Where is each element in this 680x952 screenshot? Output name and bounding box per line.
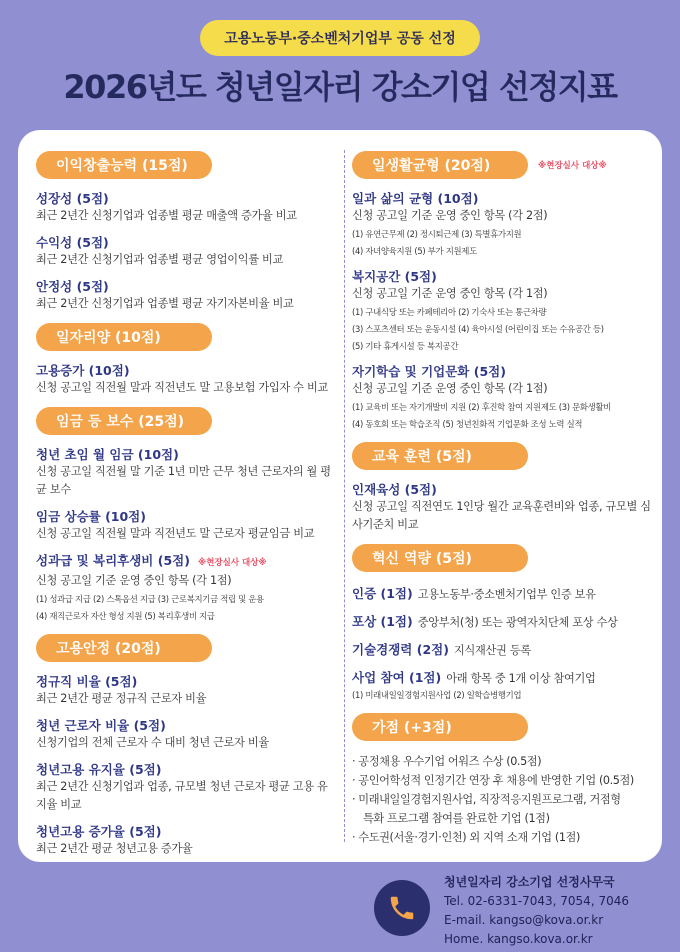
inspection-note: ※현장실사 대상※ [197,558,267,568]
item-desc: 신청 공고일 기준 운영 중인 항목 (각 1점) [352,382,548,395]
item-title-text: 성과급 및 복리후생비 (5점) [36,553,190,568]
item-desc: 최근 2년간 신청기업과 업종, 규모별 청년 근로자 평균 고용 유지율 비교 [36,780,328,811]
item-title: 청년고용 유지율 (5점) [36,762,162,777]
section-header-training [352,441,652,471]
criteria-item [352,190,652,259]
item-desc: 신청 공고일 직전연도 1인당 월간 교육훈련비와 업종, 규모별 심사기준치 비교 [352,500,651,531]
page-title: 2026년도 청년일자리 강소기업 선정지표 [63,68,617,106]
criteria-item [36,278,336,313]
item-title: 임금 상승률 (10점) [36,509,146,524]
item-desc: 최근 2년간 평균 정규직 근로자 비율 [36,692,207,705]
item-title: 수익성 (5점) [36,235,109,250]
item-desc: 지식재산권 등록 [454,644,531,657]
section-header-jobs [36,322,336,352]
item-sub: (1) 구내식당 또는 카페테리아 (2) 기숙사 또는 통근차량 [352,307,547,317]
item-desc: 최근 2년간 신청기업과 업종별 평균 자기자본비율 비교 [36,297,294,310]
right-column [352,150,652,847]
item-desc: 신청 공고일 기준 운영 중인 항목 (각 1점) [36,574,232,587]
item-title: 기술경쟁력 (2점) [352,642,449,657]
item-title: 포상 (1점) [352,614,413,629]
item-title: 일과 삶의 균형 (10점) [352,191,479,206]
section-label: 임금 등 보수 (25점) [36,407,212,435]
item-title: 복지공간 (5점) [352,269,437,284]
bonus-line: · 공정채용 우수기업 어워즈 수상 (0.5점) [352,755,542,768]
item-title: 인재육성 (5점) [352,482,437,497]
left-column [36,150,336,867]
item-sub: (4) 재직근로자 자산 형성 지원 (5) 복리후생비 지급 [36,611,215,621]
criteria-item [352,667,652,703]
bonus-line: · 미래내일일경험지원사업, 직장적응지원프로그램, 거점형 [352,793,621,806]
item-desc: 고용노동부·중소벤처기업부 인증 보유 [417,588,596,601]
item-desc: 아래 항목 중 1개 이상 참여기업 [446,672,596,685]
header-badge: 고용노동부·중소벤처기업부 공동 선정 [200,20,480,56]
section-header-profit [36,150,336,180]
item-desc: 신청 공고일 기준 운영 중인 항목 (각 2점) [352,209,548,222]
section-label: 고용안정 (20점) [36,634,212,662]
inspection-note: ※현장실사 대상※ [538,161,607,171]
section-label: 일생활균형 (20점) [352,151,528,179]
criteria-item [352,268,652,354]
item-desc: 최근 2년간 신청기업과 업종별 평균 영업이익률 비교 [36,253,284,266]
criteria-item [352,583,652,602]
contact-tel: Tel. 02-6331-7043, 7054, 7046 [444,894,629,908]
item-sub: (4) 동호회 또는 학습조직 (5) 청년친화적 기업문화 조성 노력 실적 [352,419,583,429]
section-label: 일자리양 (10점) [36,323,212,351]
item-sub: (1) 미래내일일경험지원사업 (2) 일학습병행기업 [352,690,522,700]
item-title: 고용증가 (10점) [36,363,130,378]
section-label: 교육 훈련 (5점) [352,442,528,470]
section-label: 가점 (+3점) [352,713,528,741]
criteria-item [36,673,336,708]
item-desc: 최근 2년간 신청기업과 업종별 평균 매출액 증가율 비교 [36,209,297,222]
section-label: 혁신 역량 (5점) [352,544,528,572]
content-card [18,130,662,862]
contact-email[interactable]: E-mail. kangso@kova.or.kr [444,913,604,927]
item-title: 성장성 (5점) [36,191,109,206]
criteria-item [36,234,336,269]
criteria-item [352,639,652,658]
criteria-item [36,190,336,225]
item-sub: (5) 기타 휴게시설 등 복지공간 [352,341,459,351]
contact-home[interactable]: Home. kangso.kova.or.kr [444,932,593,946]
criteria-item [352,481,652,534]
criteria-item [36,362,336,397]
criteria-item [36,761,336,814]
item-desc: 중앙부처(청) 또는 광역자치단체 포상 수상 [417,616,618,629]
item-title: 자기학습 및 기업문화 (5점) [352,364,506,379]
item-title: 안정성 (5점) [36,279,109,294]
item-desc: 신청 공고일 직전월 말과 직전년도 말 고용보험 가입자 수 비교 [36,381,328,394]
section-header-stability [36,633,336,663]
criteria-item [352,611,652,630]
bonus-line: · 공인어학성적 인정기간 연장 후 채용에 반영한 기업 (0.5점) [352,774,634,787]
bonus-line: 특화 프로그램 참여를 완료한 기업 (1점) [363,812,550,825]
item-title: 사업 참여 (1점) [352,670,442,685]
criteria-item [36,508,336,543]
criteria-item [36,552,336,624]
criteria-item [352,363,652,432]
item-title: 청년 초임 월 임금 (10점) [36,447,179,462]
item-desc: 신청 공고일 직전월 말 기준 1년 미만 근무 청년 근로자의 월 평균 보수 [36,465,331,496]
contact-info [444,872,674,949]
criteria-item [36,823,336,858]
column-divider [344,150,345,842]
item-title: 청년 근로자 비율 (5점) [36,718,166,733]
item-sub: (3) 스포츠센터 또는 운동시설 (4) 육아시설 (어린이집 또는 수유공간 등) [352,324,604,334]
criteria-item [36,717,336,752]
item-title: 정규직 비율 (5점) [36,674,138,689]
item-desc: 신청기업의 전체 근로자 수 대비 청년 근로자 비율 [36,736,269,749]
contact-title: 청년일자리 강소기업 선정사무국 [444,875,615,889]
item-title: 인증 (1점) [352,586,413,601]
item-title [36,552,336,572]
item-sub: (1) 교육비 또는 자기개발비 지원 (2) 후진학 참여 지원제도 (3) 문화생활비 [352,402,612,412]
phone-icon [374,880,430,936]
bonus-line: · 수도권(서울·경기·인천) 외 지역 소재 기업 (1점) [352,831,580,844]
item-sub: (4) 자녀양육지원 (5) 부가 지원제도 [352,246,477,256]
item-desc: 최근 2년간 평균 청년고용 증가율 [36,842,193,855]
section-header-bonus [352,712,652,742]
item-desc: 신청 공고일 직전월 말과 직전년도 말 근로자 평균임금 비교 [36,527,315,540]
criteria-item [36,446,336,499]
section-header-innovation [352,543,652,573]
section-label: 이익창출능력 (15점) [36,151,212,179]
item-desc: 신청 공고일 기준 운영 중인 항목 (각 1점) [352,287,548,300]
section-header-balance [352,150,652,180]
item-sub: (1) 성과급 지급 (2) 스톡옵션 지급 (3) 근로복지기금 적립 및 운용 [36,594,264,604]
item-title: 청년고용 증가율 (5점) [36,824,162,839]
section-header-wage [36,406,336,436]
item-sub: (1) 유연근무제 (2) 정시퇴근제 (3) 특별휴가지원 [352,229,522,239]
